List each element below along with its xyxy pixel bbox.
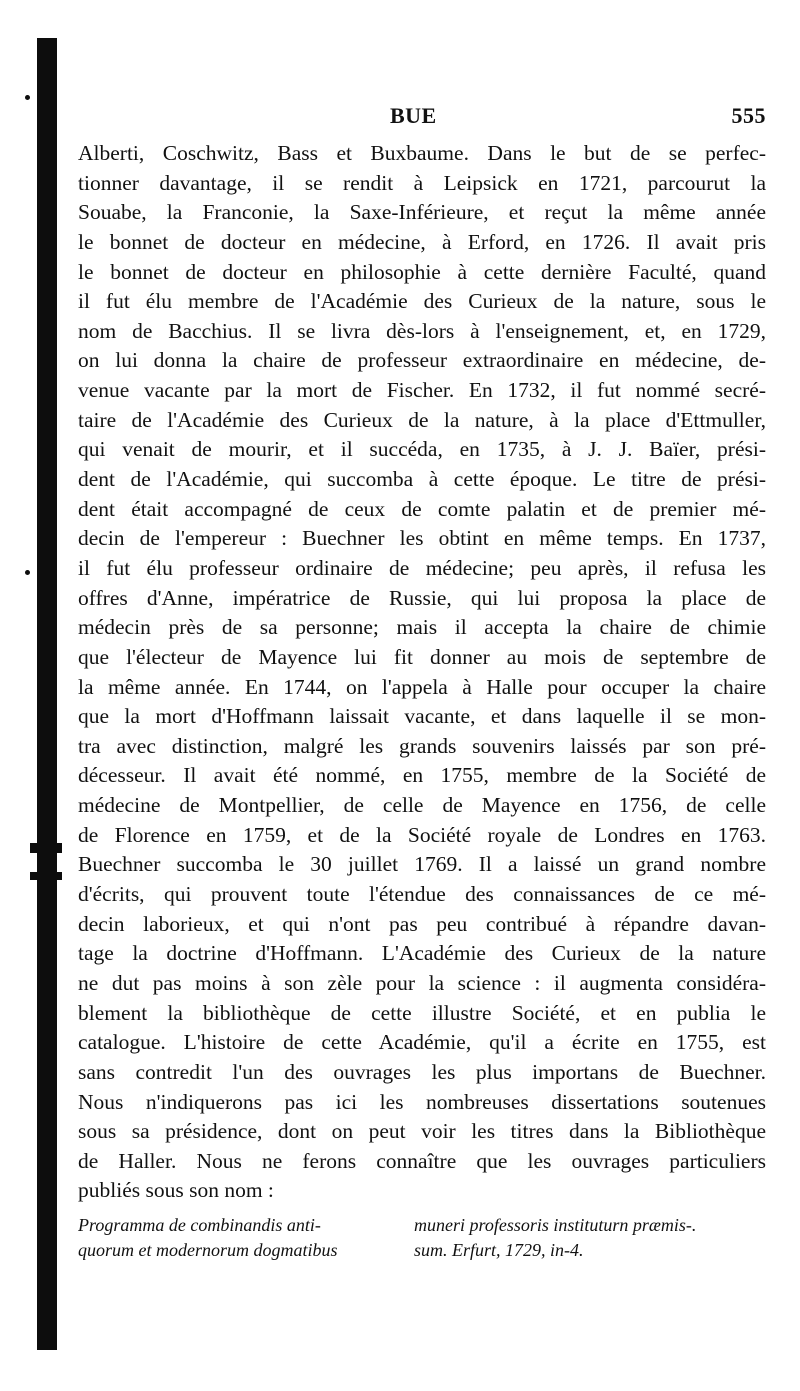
text-line: que l'électeur de Mayence lui fit donner au mois de septembre de: [78, 644, 766, 669]
text-line: il fut élu membre de l'Académie des Curieux de la nature, sous le: [78, 289, 766, 314]
text-line: nom de Bacchius. Il se livra dès-lors à l'enseignement, et, en 1729,: [78, 318, 766, 343]
text-line: decin de l'empereur : Buechner les obtint en même temps. En 1737,: [78, 526, 766, 551]
text-line: sous sa présidence, dont on peut voir les titres dans la Bibliothèque: [78, 1119, 766, 1144]
scan-speck: [25, 570, 30, 575]
text-line: médecin près de sa personne; mais il accepta la chaire de chimie: [78, 615, 766, 640]
binding-mark: [30, 872, 62, 880]
text-line: la même année. En 1744, on l'appela à Halle pour occuper la chaire: [78, 674, 766, 699]
text-line: que la mort d'Hoffmann laissait vacante, et dans laquelle il se mon-: [78, 704, 766, 729]
text-line: taire de l'Académie des Curieux de la nature, à la place d'Ettmuller,: [78, 407, 766, 432]
text-line: le bonnet de docteur en philosophie à cette dernière Faculté, quand: [78, 259, 766, 284]
bibliography-line: quorum et modernorum dogmatibus: [78, 1240, 338, 1260]
bibliography-column-left: [78, 1213, 396, 1263]
text-line: offres d'Anne, impératrice de Russie, qui lui proposa la place de: [78, 585, 766, 610]
text-line: de Haller. Nous ne ferons connaître que les ouvrages particuliers: [78, 1148, 766, 1173]
text-line: Nous n'indiquerons pas ici les nombreuses dissertations soutenues: [78, 1089, 766, 1114]
text-line: catalogue. L'histoire de cette Académie, qu'il a écrite en 1755, est: [78, 1030, 766, 1055]
text-line: Souabe, la Franconie, la Saxe-Inférieure, et reçut la même année: [78, 200, 766, 225]
text-line: blement la bibliothèque de cette illustre Société, et en publia le: [78, 1000, 766, 1025]
page-number: 555: [731, 103, 766, 128]
text-line: Buechner succomba le 30 juillet 1769. Il a laissé un grand nombre: [78, 852, 766, 877]
running-head: BUE: [390, 103, 437, 128]
text-line: d'écrits, qui prouvent toute l'étendue des connaissances de ce mé-: [78, 882, 766, 907]
text-line: médecine de Montpellier, de celle de Mayence en 1756, de celle: [78, 793, 766, 818]
text-line: ne dut pas moins à son zèle pour la science : il augmenta considéra-: [78, 970, 766, 995]
binding-shadow: [37, 38, 57, 1350]
text-line: publiés sous son nom :: [78, 1178, 274, 1203]
text-line: il fut élu professeur ordinaire de médecine; peu après, il refusa les: [78, 555, 766, 580]
text-line: décesseur. Il avait été nommé, en 1755, membre de la Société de: [78, 763, 766, 788]
body-text: [78, 139, 766, 1206]
text-line: dent était accompagné de ceux de comte palatin et de premier mé-: [78, 496, 766, 521]
bibliography-entries: [78, 1213, 766, 1263]
text-line: tra avec distinction, malgré les grands souvenirs laissés par son pré-: [78, 733, 766, 758]
text-line: tionner davantage, il se rendit à Leipsick en 1721, parcourut la: [78, 170, 766, 195]
text-line: on lui donna la chaire de professeur extraordinaire en médecine, de-: [78, 348, 766, 373]
text-line: sans contredit l'un des ouvrages les plus importans de Buechner.: [78, 1059, 766, 1084]
text-line: venue vacante par la mort de Fischer. En 1732, il fut nommé secré-: [78, 378, 766, 403]
scan-speck: [25, 95, 30, 100]
page-header: [78, 103, 766, 129]
text-line: dent de l'Académie, qui succomba à cette époque. Le titre de prési-: [78, 467, 766, 492]
bibliography-line: muneri professoris instituturn præmis-.: [414, 1215, 697, 1235]
text-line: le bonnet de docteur en médecine, à Erford, en 1726. Il avait pris: [78, 229, 766, 254]
bibliography-column-right: [414, 1213, 766, 1263]
binding-mark: [30, 843, 62, 853]
bibliography-line: Programma de combinandis anti-: [78, 1215, 321, 1235]
text-line: qui venait de mourir, et il succéda, en 1735, à J. J. Baïer, prési-: [78, 437, 766, 462]
text-line: Alberti, Coschwitz, Bass et Buxbaume. Dans le but de se perfec-: [78, 141, 766, 165]
bibliography-line: sum. Erfurt, 1729, in-4.: [414, 1240, 584, 1260]
text-line: de Florence en 1759, et de la Société royale de Londres en 1763.: [78, 822, 766, 847]
text-line: decin laborieux, et qui n'ont pas peu contribué à répandre davan-: [78, 911, 766, 936]
text-line: tage la doctrine d'Hoffmann. L'Académie des Curieux de la nature: [78, 941, 766, 966]
